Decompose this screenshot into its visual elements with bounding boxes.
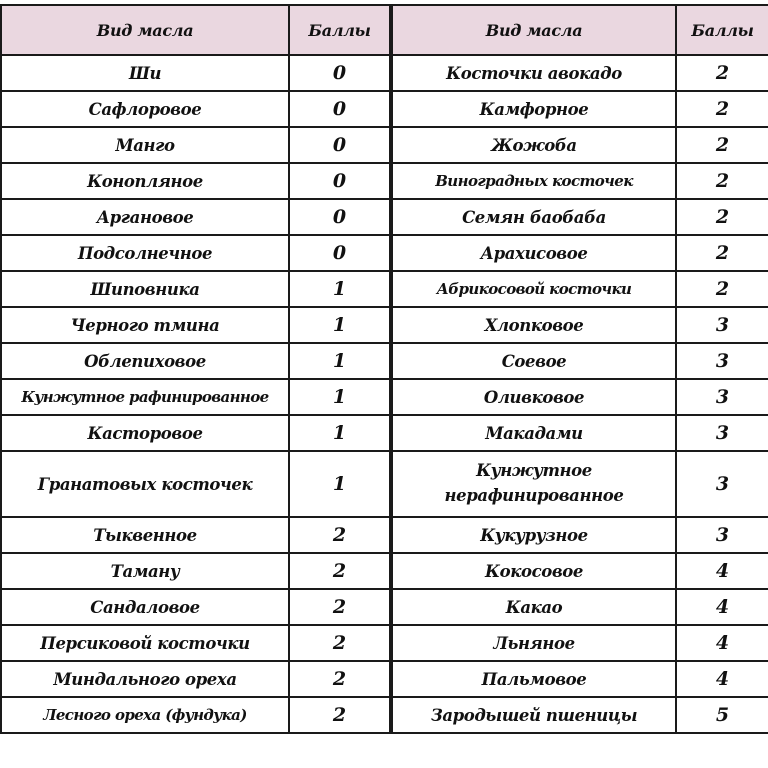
oil-name-cell: Соевое bbox=[392, 343, 676, 379]
oil-name-cell: Касторовое bbox=[1, 415, 289, 451]
score-cell: 1 bbox=[289, 307, 390, 343]
score-cell: 3 bbox=[676, 307, 768, 343]
oil-name-cell: Жожоба bbox=[392, 127, 676, 163]
table-row bbox=[1, 127, 390, 163]
table-row bbox=[1, 625, 390, 661]
table-row bbox=[1, 697, 390, 733]
oil-score-table-left bbox=[0, 4, 391, 734]
table-row bbox=[1, 343, 390, 379]
score-cell: 0 bbox=[289, 235, 390, 271]
score-cell: 4 bbox=[676, 589, 768, 625]
table-row bbox=[1, 271, 390, 307]
score-cell: 0 bbox=[289, 127, 390, 163]
table-row bbox=[1, 55, 390, 91]
oil-name-cell: Косточки авокадо bbox=[392, 55, 676, 91]
table-row bbox=[392, 553, 768, 589]
table-row bbox=[392, 451, 768, 517]
score-cell: 1 bbox=[289, 415, 390, 451]
oil-name-cell: Ши bbox=[1, 55, 289, 91]
score-cell: 3 bbox=[676, 379, 768, 415]
score-cell: 2 bbox=[676, 235, 768, 271]
score-cell: 2 bbox=[289, 589, 390, 625]
header-row bbox=[392, 5, 768, 55]
table-row bbox=[392, 199, 768, 235]
score-cell: 2 bbox=[676, 163, 768, 199]
oil-name-cell: Кунжутное нерафинированное bbox=[392, 451, 676, 517]
score-cell: 2 bbox=[676, 199, 768, 235]
table-row bbox=[392, 91, 768, 127]
table-row bbox=[1, 517, 390, 553]
table-row bbox=[1, 589, 390, 625]
score-cell: 3 bbox=[676, 517, 768, 553]
oil-name-cell: Лесного ореха (фундука) bbox=[1, 697, 289, 733]
table-row bbox=[392, 127, 768, 163]
oil-name-cell: Гранатовых косточек bbox=[1, 451, 289, 517]
table-row bbox=[392, 379, 768, 415]
oil-name-cell: Сафлоровое bbox=[1, 91, 289, 127]
oil-name-cell: Арахисовое bbox=[392, 235, 676, 271]
table-row bbox=[1, 661, 390, 697]
oil-name-cell: Хлопковое bbox=[392, 307, 676, 343]
oil-name-cell: Шиповника bbox=[1, 271, 289, 307]
table-row bbox=[392, 55, 768, 91]
oil-name-cell: Конопляное bbox=[1, 163, 289, 199]
column-header-score: Баллы bbox=[676, 5, 768, 55]
table-row bbox=[1, 199, 390, 235]
oil-name-cell: Кокосовое bbox=[392, 553, 676, 589]
score-cell: 0 bbox=[289, 163, 390, 199]
oil-name-cell: Кукурузное bbox=[392, 517, 676, 553]
score-cell: 2 bbox=[676, 91, 768, 127]
oil-name-cell: Аргановое bbox=[1, 199, 289, 235]
oil-name-cell: Какао bbox=[392, 589, 676, 625]
table-row bbox=[1, 235, 390, 271]
score-cell: 2 bbox=[289, 661, 390, 697]
table-row bbox=[1, 91, 390, 127]
table-row bbox=[1, 553, 390, 589]
score-cell: 4 bbox=[676, 661, 768, 697]
table-row bbox=[1, 163, 390, 199]
score-cell: 2 bbox=[289, 517, 390, 553]
score-cell: 1 bbox=[289, 451, 390, 517]
table-row bbox=[392, 589, 768, 625]
table-row bbox=[1, 451, 390, 517]
score-cell: 3 bbox=[676, 415, 768, 451]
table-row bbox=[392, 517, 768, 553]
oil-name-cell: Камфорное bbox=[392, 91, 676, 127]
oil-name-cell: Миндального ореха bbox=[1, 661, 289, 697]
oil-name-cell: Черного тмина bbox=[1, 307, 289, 343]
oil-score-table-right bbox=[391, 4, 768, 734]
oil-name-cell: Тыквенное bbox=[1, 517, 289, 553]
table-row bbox=[392, 307, 768, 343]
oil-name-cell: Виноградных косточек bbox=[392, 163, 676, 199]
oil-name-cell: Кунжутное рафинированное bbox=[1, 379, 289, 415]
header-row bbox=[1, 5, 390, 55]
oil-name-cell: Зародышей пшеницы bbox=[392, 697, 676, 733]
oil-name-cell: Льняное bbox=[392, 625, 676, 661]
oil-name-cell: Персиковой косточки bbox=[1, 625, 289, 661]
table-row bbox=[392, 343, 768, 379]
oil-name-cell: Оливковое bbox=[392, 379, 676, 415]
score-cell: 4 bbox=[676, 625, 768, 661]
oil-name-cell: Семян баобаба bbox=[392, 199, 676, 235]
table-row bbox=[392, 235, 768, 271]
score-cell: 0 bbox=[289, 55, 390, 91]
table-row bbox=[392, 415, 768, 451]
score-cell: 1 bbox=[289, 379, 390, 415]
score-cell: 2 bbox=[289, 625, 390, 661]
oil-name-cell: Пальмовое bbox=[392, 661, 676, 697]
table-row bbox=[392, 163, 768, 199]
score-cell: 5 bbox=[676, 697, 768, 733]
score-cell: 1 bbox=[289, 343, 390, 379]
score-cell: 0 bbox=[289, 199, 390, 235]
score-cell: 3 bbox=[676, 343, 768, 379]
oil-name-cell: Подсолнечное bbox=[1, 235, 289, 271]
score-cell: 4 bbox=[676, 553, 768, 589]
score-cell: 2 bbox=[289, 553, 390, 589]
table-row bbox=[392, 661, 768, 697]
table-row bbox=[392, 697, 768, 733]
score-cell: 1 bbox=[289, 271, 390, 307]
score-cell: 2 bbox=[289, 697, 390, 733]
column-header-score: Баллы bbox=[289, 5, 390, 55]
table-row bbox=[1, 307, 390, 343]
oil-name-cell: Сандаловое bbox=[1, 589, 289, 625]
score-cell: 0 bbox=[289, 91, 390, 127]
score-cell: 3 bbox=[676, 451, 768, 517]
column-header-oil-type: Вид масла bbox=[392, 5, 676, 55]
column-header-oil-type: Вид масла bbox=[1, 5, 289, 55]
table-row bbox=[392, 625, 768, 661]
table-row bbox=[1, 379, 390, 415]
table-row bbox=[1, 415, 390, 451]
oil-name-cell: Облепиховое bbox=[1, 343, 289, 379]
oil-name-cell: Таману bbox=[1, 553, 289, 589]
score-cell: 2 bbox=[676, 271, 768, 307]
score-cell: 2 bbox=[676, 127, 768, 163]
score-cell: 2 bbox=[676, 55, 768, 91]
oil-name-cell: Манго bbox=[1, 127, 289, 163]
oil-name-cell: Макадами bbox=[392, 415, 676, 451]
table-row bbox=[392, 271, 768, 307]
oil-name-cell: Абрикосовой косточки bbox=[392, 271, 676, 307]
